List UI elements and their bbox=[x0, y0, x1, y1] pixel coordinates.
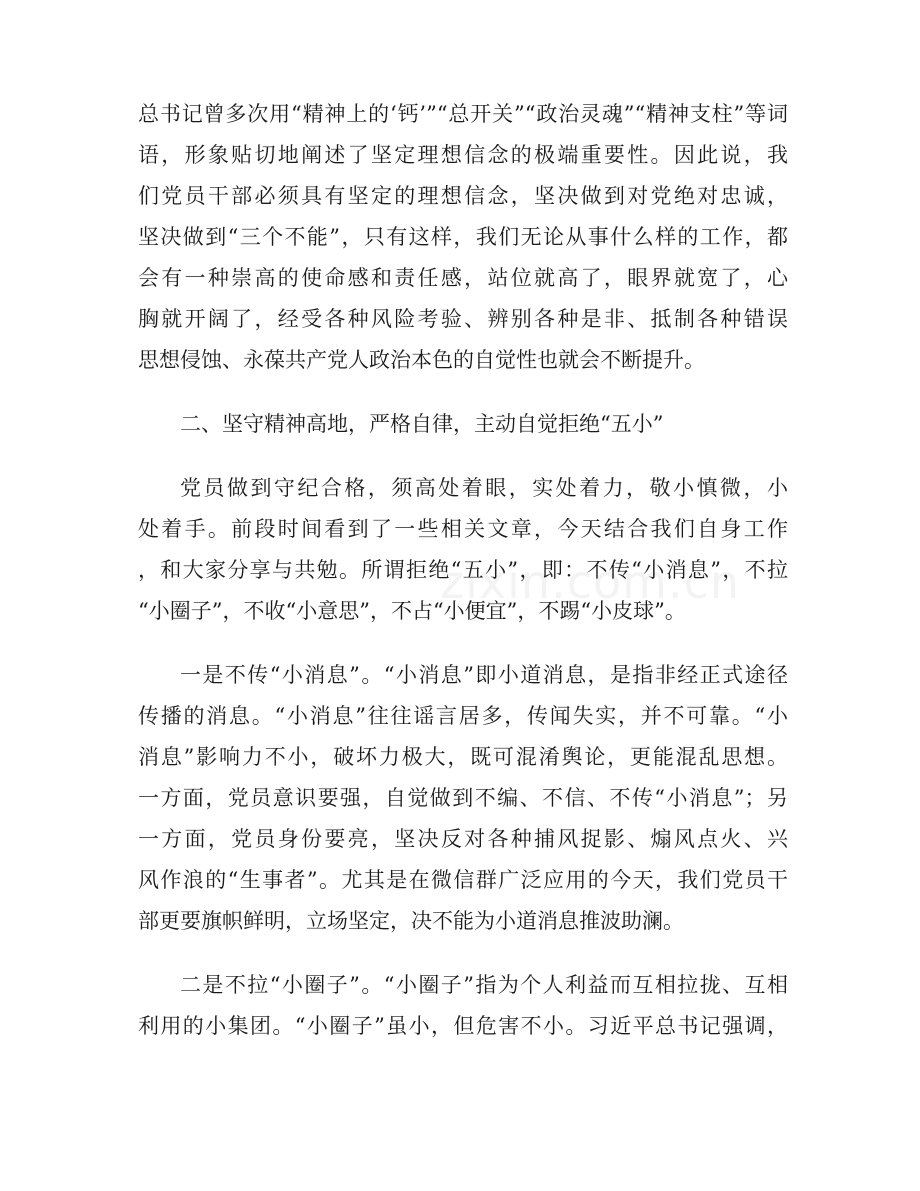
text-line: 语，形象贴切地阐述了坚定理想信念的极端重要性。因此说，我 bbox=[138, 143, 788, 167]
paragraph-gap bbox=[138, 632, 788, 655]
text-line: 利用的小集团。“小圈子”虽小，但危害不小。习近平总书记强调， bbox=[138, 1014, 788, 1038]
paragraph-3 bbox=[138, 655, 788, 942]
text-line: 一方面，党员意识要强，自觉做到不编、不信、不传“小消息”；另 bbox=[138, 786, 788, 810]
paragraph-1 bbox=[138, 94, 788, 381]
text-line: 部更要旗帜鲜明，立场坚定，决不能为小道消息推波助澜。 bbox=[138, 909, 684, 933]
text-line: 二是不拉“小圈子”。“小圈子”指为个人利益而互相拉拢、互相 bbox=[180, 973, 788, 997]
text-line: 一方面，党员身份要亮，坚决反对各种捕风捉影、煽风点火、兴 bbox=[138, 827, 788, 851]
text-line: 党员做到守纪合格，须高处着眼，实处着力，敬小慎微，小 bbox=[180, 476, 788, 500]
text-line: 总书记曾多次用“精神上的‘钙’”“总开关”“政治灵魂”“精神支柱”等词 bbox=[138, 102, 788, 126]
text-line: 们党员干部必须具有坚定的理想信念，坚决做到对党绝对忠诚， bbox=[138, 184, 788, 208]
section-heading: 二、坚守精神高地，严格自律，主动自觉拒绝“五小” bbox=[180, 412, 664, 436]
paragraph-2 bbox=[138, 468, 788, 632]
paragraph-gap bbox=[138, 942, 788, 965]
text-line: 处着手。前段时间看到了一些相关文章，今天结合我们自身工作 bbox=[138, 517, 788, 541]
paragraph-gap bbox=[138, 381, 788, 404]
text-line: 传播的消息。“小消息”往往谣言居多，传闻失实，并不可靠。“小 bbox=[138, 704, 788, 728]
text-line: 消息”影响力不小，破坏力极大，既可混淆舆论，更能混乱思想。 bbox=[138, 745, 788, 769]
text-line: 会有一种崇高的使命感和责任感，站位就高了，眼界就宽了，心 bbox=[138, 266, 788, 290]
text-line: 思想侵蚀、永葆共产党人政治本色的自觉性也就会不断提升。 bbox=[138, 348, 705, 372]
paragraph-gap bbox=[138, 445, 788, 468]
document-body bbox=[138, 94, 788, 1047]
text-line: 风作浪的“生事者”。尤其是在微信群广泛应用的今天，我们党员干 bbox=[138, 868, 788, 892]
text-line: 坚决做到“三个不能”，只有这样，我们无论从事什么样的工作，都 bbox=[138, 225, 788, 249]
text-line: “小圈子”，不收“小意思”，不占“小便宜”，不踢“小皮球”。 bbox=[138, 599, 686, 623]
text-line: 一是不传“小消息”。“小消息”即小道消息，是指非经正式途径 bbox=[180, 663, 788, 687]
text-line: 胸就开阔了，经受各种风险考验、辨别各种是非、抵制各种错误 bbox=[138, 307, 788, 331]
text-line: ，和大家分享与共勉。所谓拒绝“五小”，即：不传“小消息”，不拉 bbox=[138, 558, 788, 582]
paragraph-4 bbox=[138, 965, 788, 1047]
